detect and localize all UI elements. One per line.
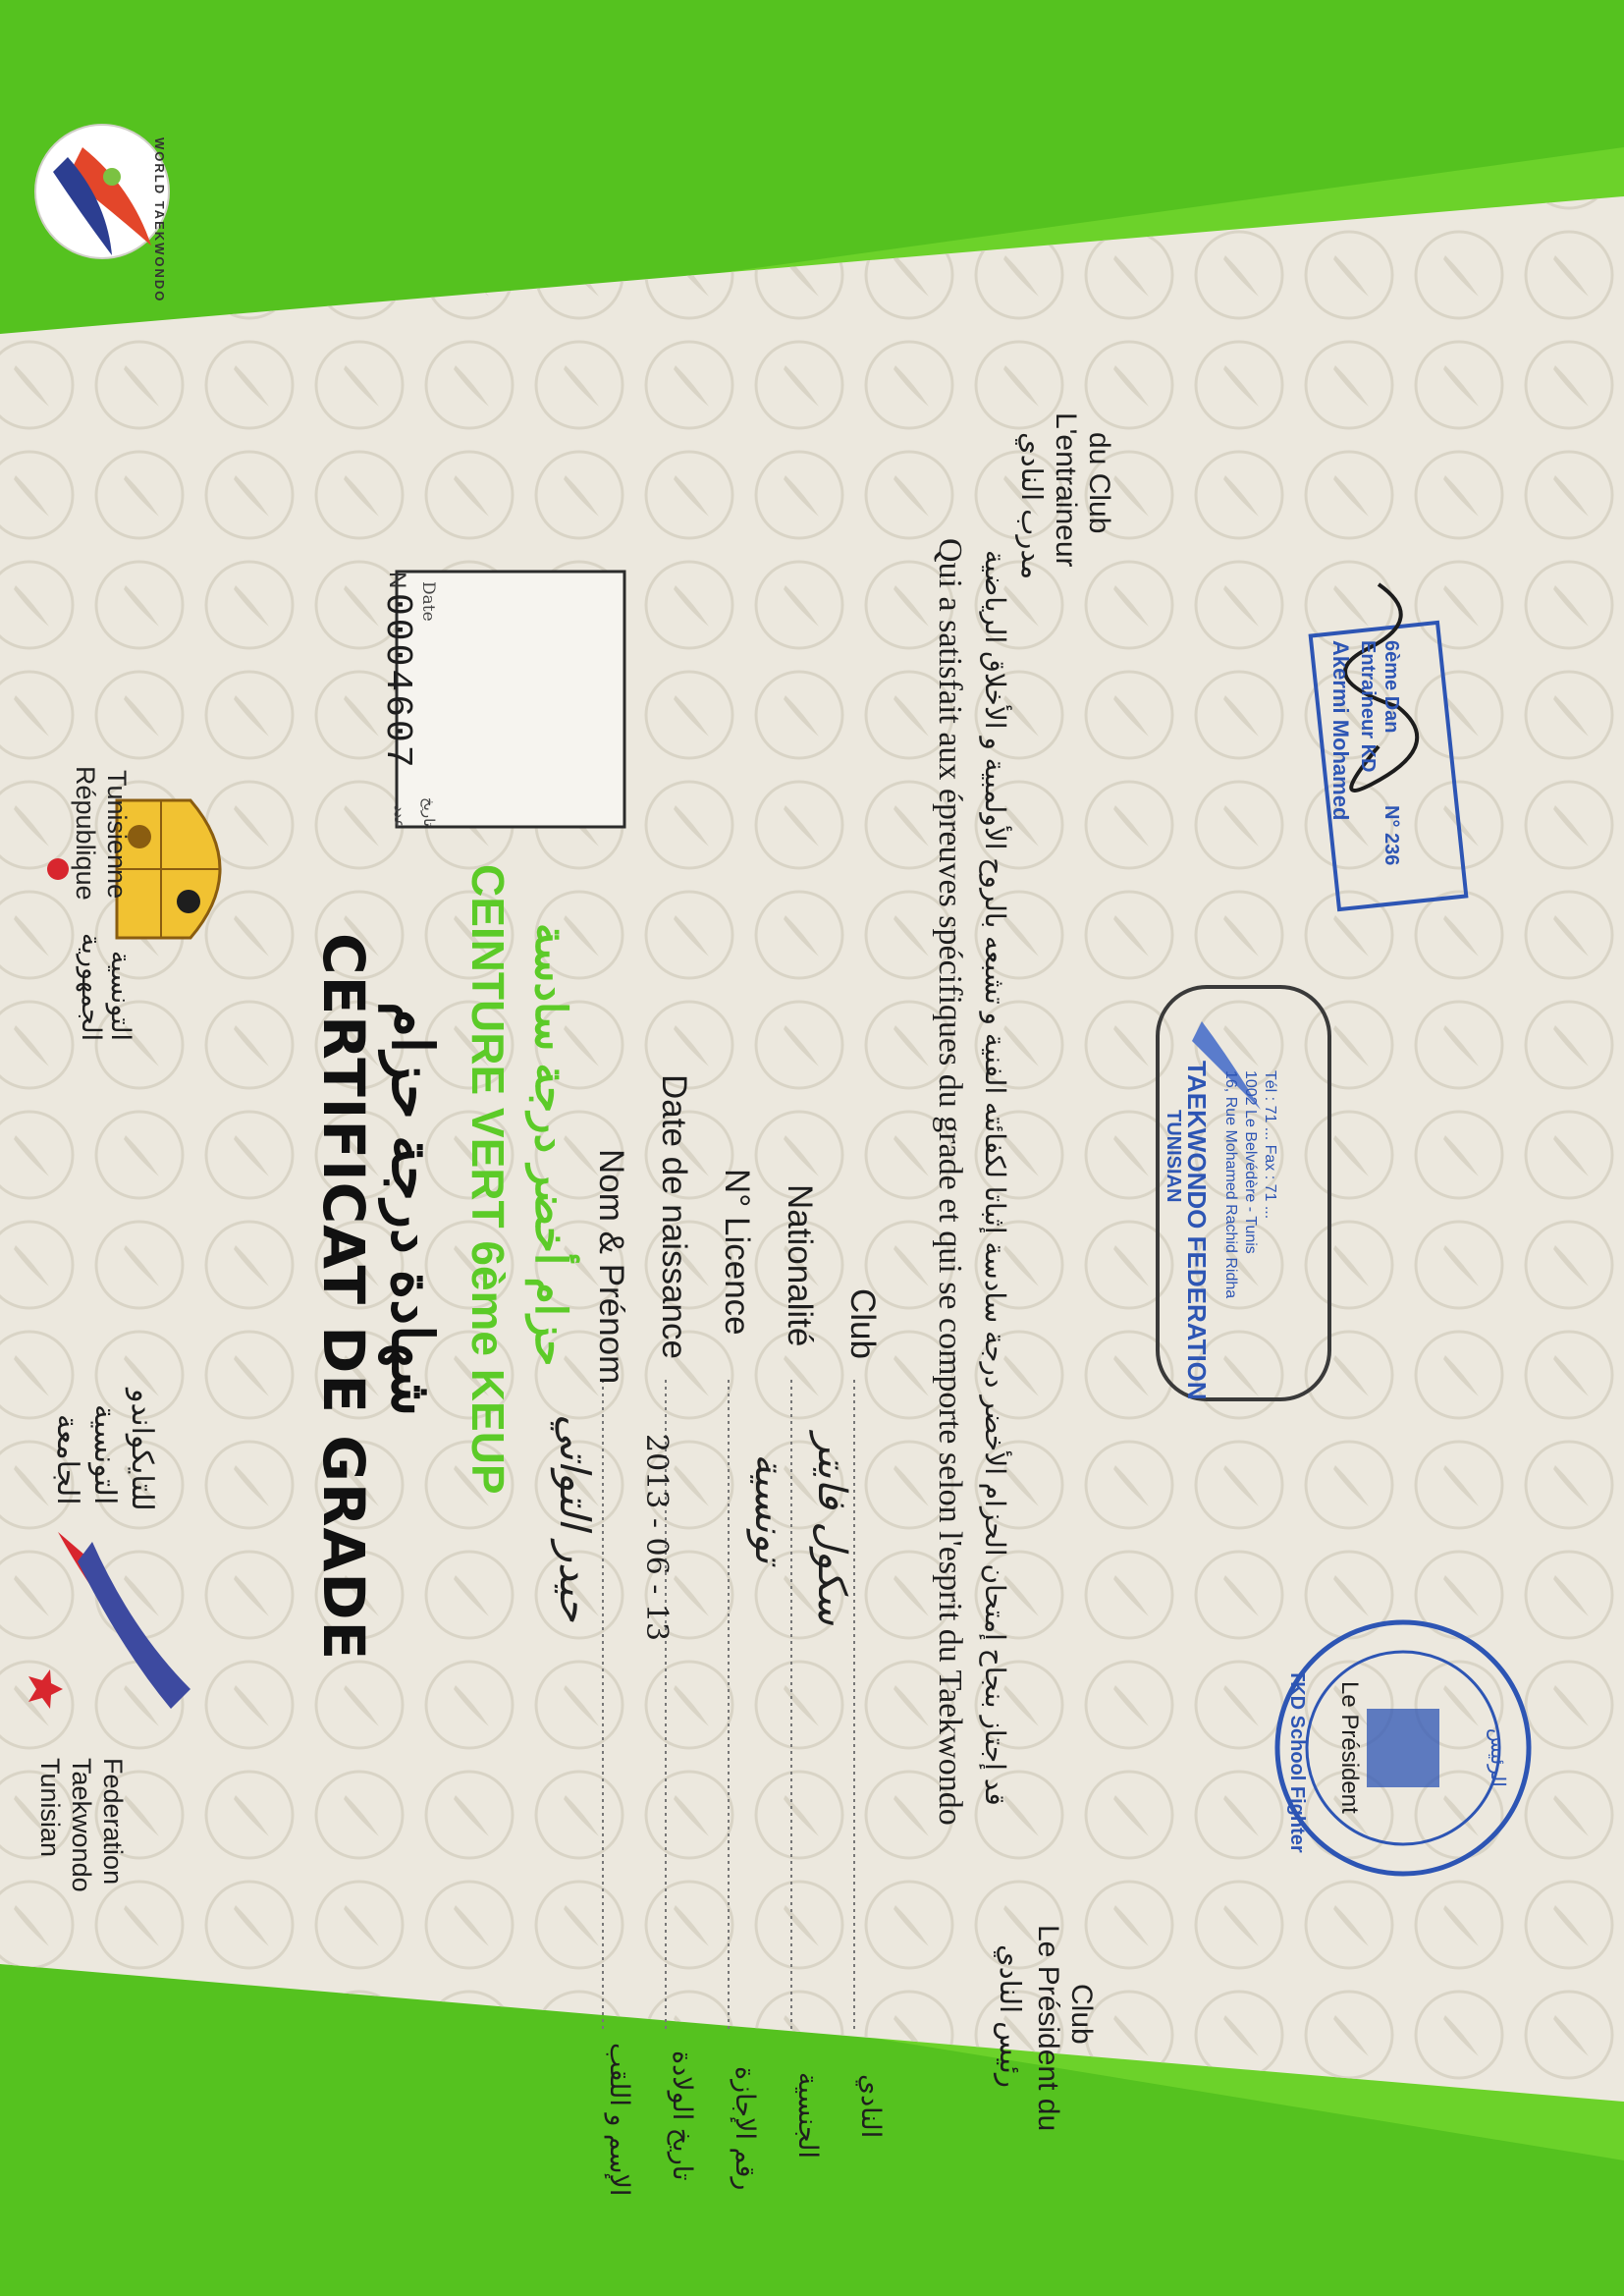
certificate-number-label-ar: عدد	[391, 805, 407, 829]
club-stamp-line1: TKD School Fighter	[1286, 1669, 1308, 1853]
republic-ar-line1: الجمهورية	[77, 933, 106, 1042]
field-label-nationalite: Nationalité	[781, 1184, 819, 1347]
date-label-ar: تاريخ	[420, 797, 437, 827]
world-taekwondo-logo	[35, 125, 169, 258]
federation-ar-line3: للتايكواندو	[126, 1389, 158, 1511]
federation-en-line2: Taekwondo	[67, 1758, 96, 1892]
federation-stamp-line2: TAEKWONDO FEDERATION	[1182, 1061, 1212, 1400]
coach-stamp-line1: Akermi Mohamed	[1328, 640, 1353, 821]
field-label-ar-date-naissance: تاريخ الولادة	[668, 2050, 697, 2181]
club-stamp-ar: الرئيس	[1487, 1728, 1508, 1787]
federation-ar-line2: التونسية	[88, 1404, 121, 1505]
grade-ar: حزام أخضر درجة سادسة	[526, 923, 574, 1367]
date-label-fr: Date	[418, 581, 438, 622]
coach-stamp-line2: Entraineur KD	[1357, 640, 1379, 773]
field-label-date-naissance: Date de naissance	[655, 1074, 693, 1359]
president-label-fr-line1: Le Président du	[1032, 1925, 1064, 2132]
republic-ar-line2: التونسية	[106, 951, 135, 1042]
federation-stamp-line1: TUNISIAN	[1163, 1110, 1184, 1203]
certificate-title-ar: شهادة درجة حزام	[380, 1002, 444, 1417]
republic-fr-line1: République	[71, 766, 100, 901]
field-value-club: سكول فايتر	[809, 1434, 854, 1625]
federation-stamp-line3: 16, Rue Mohamed Rachid Ridha	[1222, 1070, 1239, 1299]
field-label-ar-licence: رقم الإجازة	[731, 2066, 760, 2191]
president-label-ar: رئيس النادي	[994, 1944, 1025, 2088]
field-value-nationalite: تونسية	[746, 1453, 791, 1564]
certificate-number-prefix: N	[384, 572, 410, 589]
field-label-ar-nationalite: الجنسية	[793, 2072, 823, 2159]
statement-ar: قد إجتاز بنجاح إمتحان الحزام الأخضر درجة سادسة إثباتا لكفائته الفنية و تشبعه بالروح الأولمبية و الأخلاق الرياضية	[980, 550, 1010, 1806]
coach-label-ar: مدرب النادي	[1015, 432, 1047, 580]
coach-label-fr-line1: L'entraineur	[1050, 412, 1082, 568]
federation-stamp-line4: 1002 Le Belvédère - Tunis	[1242, 1070, 1259, 1254]
certificate-title-fr: CERTIFICAT DE GRADE	[310, 933, 377, 1662]
field-label-ar-nom-prenom: الإسم و اللقب	[605, 2043, 634, 2197]
field-label-nom-prenom: Nom & Prénom	[592, 1149, 630, 1385]
grade-fr: CEINTURE VERT 6ème KEUP	[462, 864, 514, 1495]
president-label-fr-line2: Club	[1065, 1984, 1098, 2045]
federation-stamp-line5: Tél : 71 ... Fax : 71 ...	[1262, 1070, 1278, 1220]
statement-fr: Qui a satisfait aux épreuves spécifiques du grade et qui se comporte selon l'esprit du Taekwondo	[932, 538, 968, 1826]
field-label-licence: N° Licence	[718, 1169, 756, 1336]
federation-en-line3: Federation	[98, 1758, 128, 1886]
coach-stamp-line3: 6ème Dan	[1380, 640, 1402, 734]
field-label-ar-club: النادي	[856, 2074, 886, 2139]
field-value-nom-prenom: حيدر التواتي	[551, 1414, 599, 1622]
federation-en-line1: Tunisian	[35, 1758, 65, 1858]
wt-logo-text: WORLD TAEKWONDO	[152, 137, 167, 303]
republic-fr-line2: Tunisienne	[102, 770, 132, 900]
field-value-date-naissance: 2013 - 06 - 13	[639, 1434, 674, 1642]
field-label-club: Club	[843, 1288, 882, 1359]
coach-label-fr-line2: du Club	[1083, 432, 1115, 534]
federation-ar-line1: الجامعة	[51, 1414, 83, 1505]
coach-stamp-line4: N° 236	[1380, 805, 1402, 866]
club-stamp-line2: Le Président	[1336, 1681, 1363, 1814]
certificate-number: 0004607	[376, 593, 418, 771]
